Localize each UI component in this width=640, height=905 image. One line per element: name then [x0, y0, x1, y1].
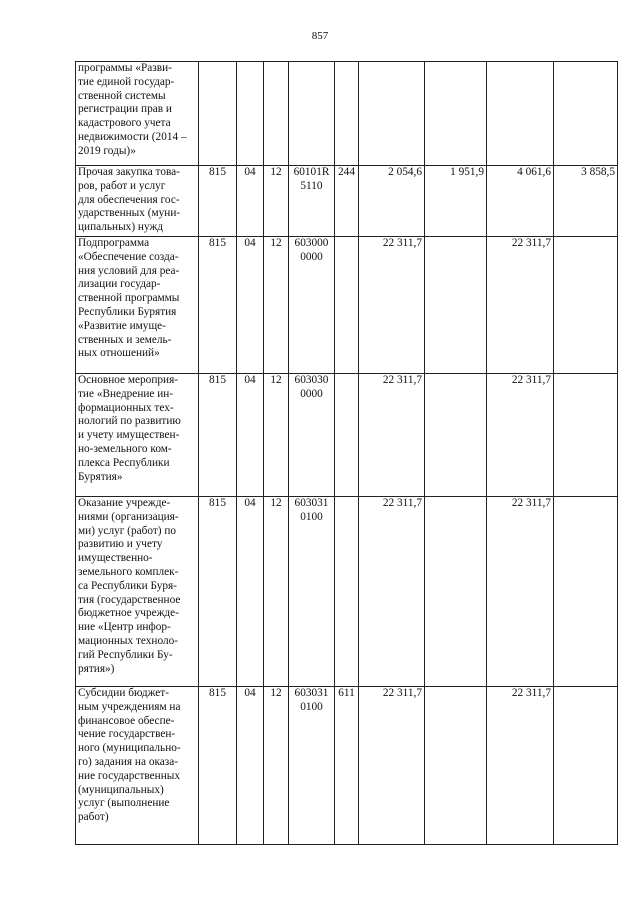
row-name-cell: Основное мероприя- тие «Внедрение ин- формационных тех- нологий по развитию и учету имуществен- но-земельного ком- плекса Республики Бурятия»	[76, 374, 199, 497]
expense-type-cell	[335, 62, 359, 166]
amount-2-cell	[425, 237, 487, 374]
ministry-code-cell: 815	[199, 687, 237, 845]
subsection-code-cell: 12	[264, 237, 289, 374]
amount-2-cell	[425, 374, 487, 497]
row-name-cell: программы «Разви- тие единой государ- ственной системы регистрации прав и кадастрового учета недвижимости (2014 – 2019 годы)»	[76, 62, 199, 166]
amount-1-cell: 22 311,7	[359, 497, 425, 687]
table-row	[76, 166, 618, 237]
target-article-cell	[289, 62, 335, 166]
target-article-cell: 603000 0000	[289, 237, 335, 374]
row-name-cell: Субсидии бюджет- ным учреждениям на финансовое обеспе- чение государствен- ного (муниципально- го) задания на оказа- ние государственных (муниципальных) услуг (выполнение работ)	[76, 687, 199, 845]
table-row	[76, 497, 618, 687]
amount-3-cell: 22 311,7	[487, 497, 554, 687]
row-name-cell: Подпрограмма «Обеспечение созда- ния условий для реа- лизации государ- ственной программы Республики Бурятия «Развитие имуще- ственных и земель- ных отношений»	[76, 237, 199, 374]
amount-2-cell	[425, 497, 487, 687]
expense-type-cell: 244	[335, 166, 359, 237]
ministry-code-cell: 815	[199, 374, 237, 497]
table-row	[76, 237, 618, 374]
amount-1-cell: 22 311,7	[359, 374, 425, 497]
subsection-code-cell: 12	[264, 497, 289, 687]
section-code-cell: 04	[237, 166, 264, 237]
amount-4-cell	[554, 62, 618, 166]
amount-1-cell: 2 054,6	[359, 166, 425, 237]
subsection-code-cell	[264, 62, 289, 166]
ministry-code-cell: 815	[199, 237, 237, 374]
row-name-cell: Прочая закупка това- ров, работ и услуг для обеспечения гос- ударственных (муни- ципальных) нужд	[76, 166, 199, 237]
amount-2-cell: 1 951,9	[425, 166, 487, 237]
expense-type-cell: 611	[335, 687, 359, 845]
row-name-cell: Оказание учрежде- ниями (организация- ми) услуг (работ) по развитию и учету имущественно- земельного комплек- са Республики Буря- тия (государственное бюджетное учрежде- ние «Центр инфор- мационных техноло- гий Республики Бу- рятия»)	[76, 497, 199, 687]
amount-3-cell: 4 061,6	[487, 166, 554, 237]
budget-table	[75, 61, 618, 845]
ministry-code-cell: 815	[199, 166, 237, 237]
subsection-code-cell: 12	[264, 374, 289, 497]
amount-2-cell	[425, 687, 487, 845]
section-code-cell: 04	[237, 237, 264, 374]
amount-1-cell: 22 311,7	[359, 237, 425, 374]
subsection-code-cell: 12	[264, 166, 289, 237]
section-code-cell	[237, 62, 264, 166]
ministry-code-cell	[199, 62, 237, 166]
amount-4-cell	[554, 497, 618, 687]
section-code-cell: 04	[237, 497, 264, 687]
target-article-cell: 60101R 5110	[289, 166, 335, 237]
page-number: 857	[311, 30, 329, 42]
amount-3-cell	[487, 62, 554, 166]
amount-1-cell	[359, 62, 425, 166]
amount-1-cell: 22 311,7	[359, 687, 425, 845]
amount-3-cell: 22 311,7	[487, 237, 554, 374]
amount-4-cell: 3 858,5	[554, 166, 618, 237]
table-row	[76, 374, 618, 497]
section-code-cell: 04	[237, 687, 264, 845]
amount-4-cell	[554, 374, 618, 497]
expense-type-cell	[335, 237, 359, 374]
target-article-cell: 603030 0000	[289, 374, 335, 497]
expense-type-cell	[335, 497, 359, 687]
target-article-cell: 603031 0100	[289, 687, 335, 845]
ministry-code-cell: 815	[199, 497, 237, 687]
amount-4-cell	[554, 687, 618, 845]
table-row	[76, 687, 618, 845]
amount-4-cell	[554, 237, 618, 374]
section-code-cell: 04	[237, 374, 264, 497]
amount-3-cell: 22 311,7	[487, 374, 554, 497]
amount-2-cell	[425, 62, 487, 166]
target-article-cell: 603031 0100	[289, 497, 335, 687]
table-body	[76, 62, 618, 845]
table-row	[76, 62, 618, 166]
amount-3-cell: 22 311,7	[487, 687, 554, 845]
expense-type-cell	[335, 374, 359, 497]
subsection-code-cell: 12	[264, 687, 289, 845]
